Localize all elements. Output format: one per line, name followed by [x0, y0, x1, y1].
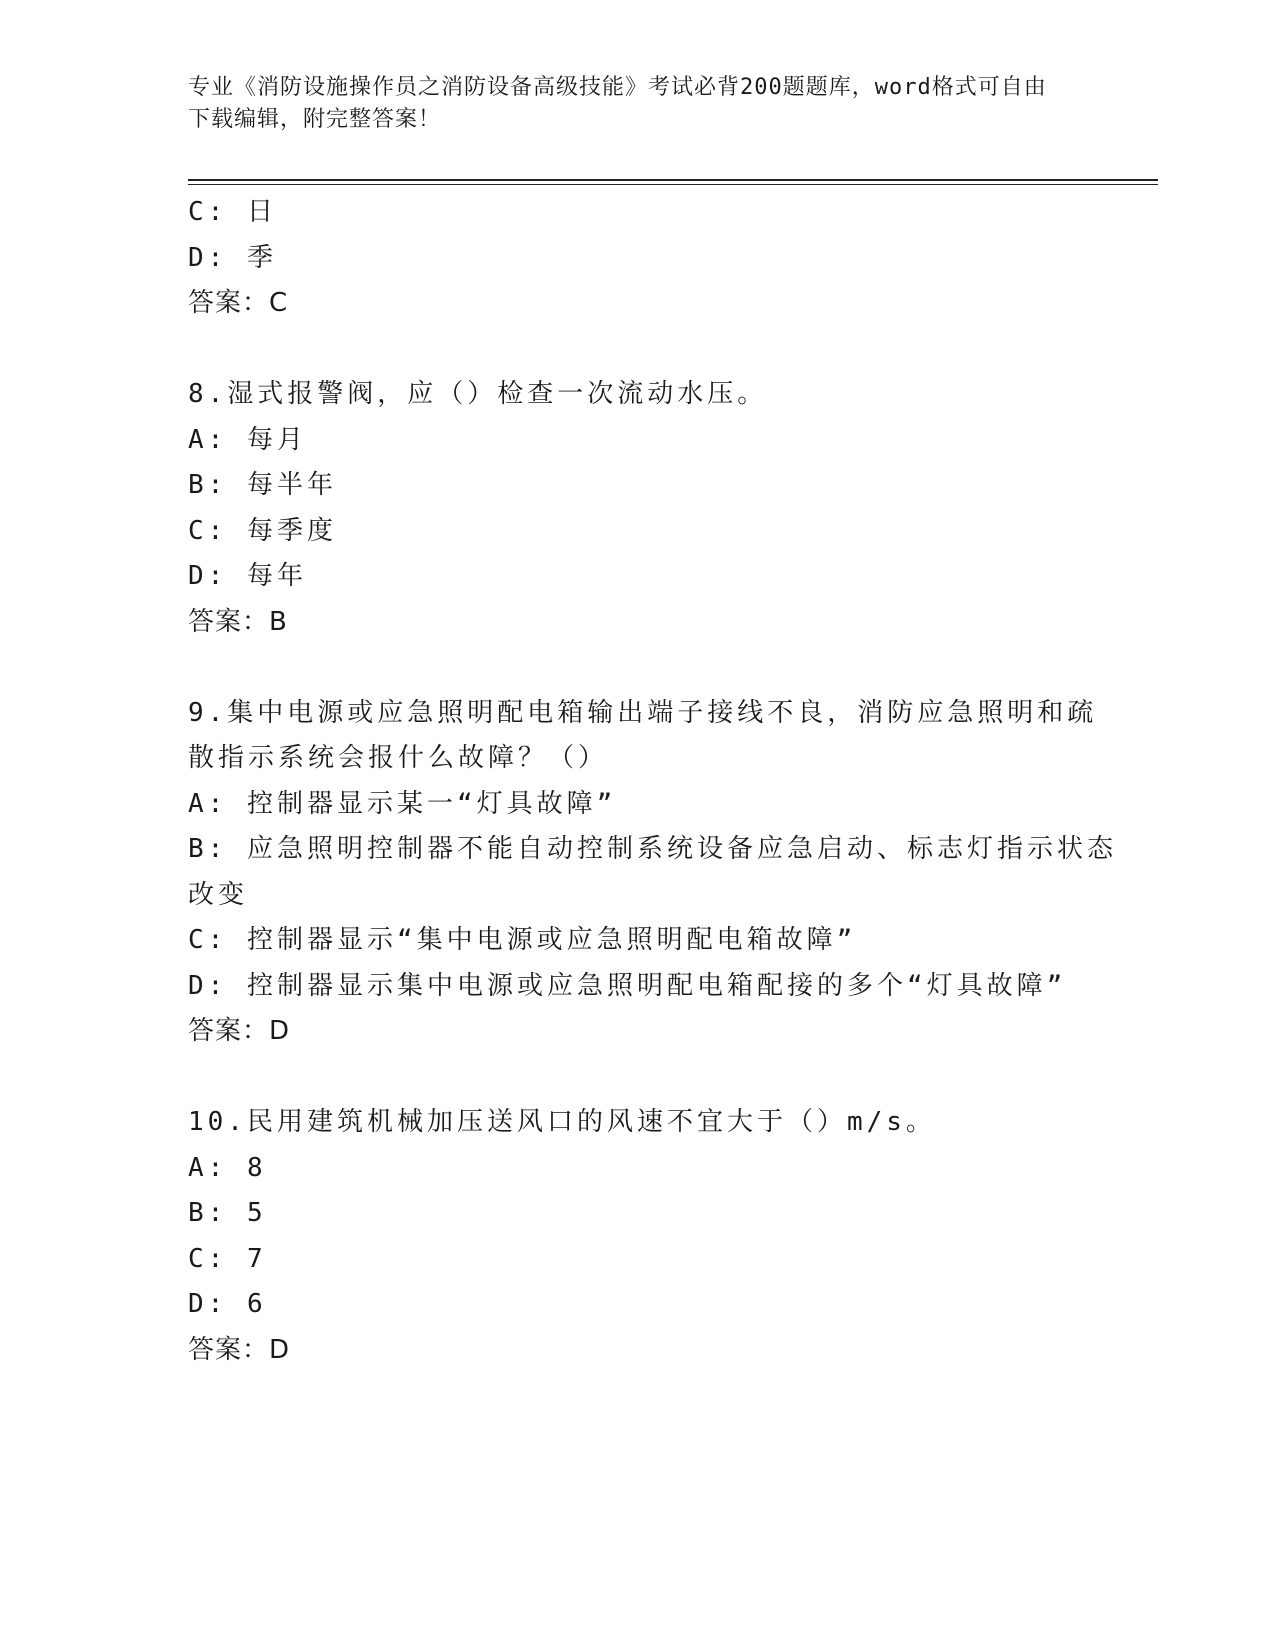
question-stem: 8.湿式报警阀，应（）检查一次流动水压。 [188, 379, 768, 409]
question-stem-line-2: 散指示系统会报什么故障？（） [188, 743, 609, 773]
question-8 [188, 372, 1088, 645]
option-c: C: 日 [188, 197, 277, 227]
option-c: C: 每季度 [188, 515, 337, 546]
spacer [188, 645, 1088, 691]
spacer [188, 327, 1088, 373]
answer: 答案：D [188, 1016, 291, 1046]
header-divider-thin [188, 184, 1158, 185]
question-10 [188, 1100, 1088, 1373]
answer: 答案：D [188, 1334, 291, 1365]
option-a: A: 控制器显示某一“灯具故障” [188, 788, 617, 819]
answer: 答案：C [188, 288, 289, 318]
option-c: C: 7 [188, 1243, 267, 1274]
option-b: B: 5 [188, 1198, 267, 1228]
document-header: 专业《消防设施操作员之消防设备高级技能》考试必背200题题库，word格式可自由下载编辑，附完整答案！ [188, 75, 1047, 132]
option-b-line-1: B: 应急照明控制器不能自动控制系统设备应急启动、标志灯指示状态 [188, 834, 1117, 864]
header-divider [188, 179, 1158, 181]
question-stem-line-1: 9.集中电源或应急照明配电箱输出端子接线不良，消防应急照明和疏 [188, 697, 1098, 728]
option-d: D: 控制器显示集中电源或应急照明配电箱配接的多个“灯具故障” [188, 970, 1067, 1001]
option-a: A: 每月 [188, 424, 307, 455]
option-b: B: 每半年 [188, 470, 337, 500]
question-9 [188, 691, 1117, 1055]
option-b-line-2: 改变 [188, 879, 249, 910]
question-list [188, 190, 1117, 1373]
option-d: D: 每年 [188, 561, 307, 591]
question-stem: 10.民用建筑机械加压送风口的风速不宜大于（）m/s。 [188, 1107, 936, 1137]
option-d: D: 6 [188, 1289, 267, 1319]
option-c: C: 控制器显示“集中电源或应急照明配电箱故障” [188, 925, 857, 955]
option-a: A: 8 [188, 1152, 267, 1183]
question-7 [188, 190, 1088, 327]
spacer [188, 1055, 1088, 1101]
answer: 答案：B [188, 606, 288, 637]
option-d: D: 季 [188, 242, 277, 273]
